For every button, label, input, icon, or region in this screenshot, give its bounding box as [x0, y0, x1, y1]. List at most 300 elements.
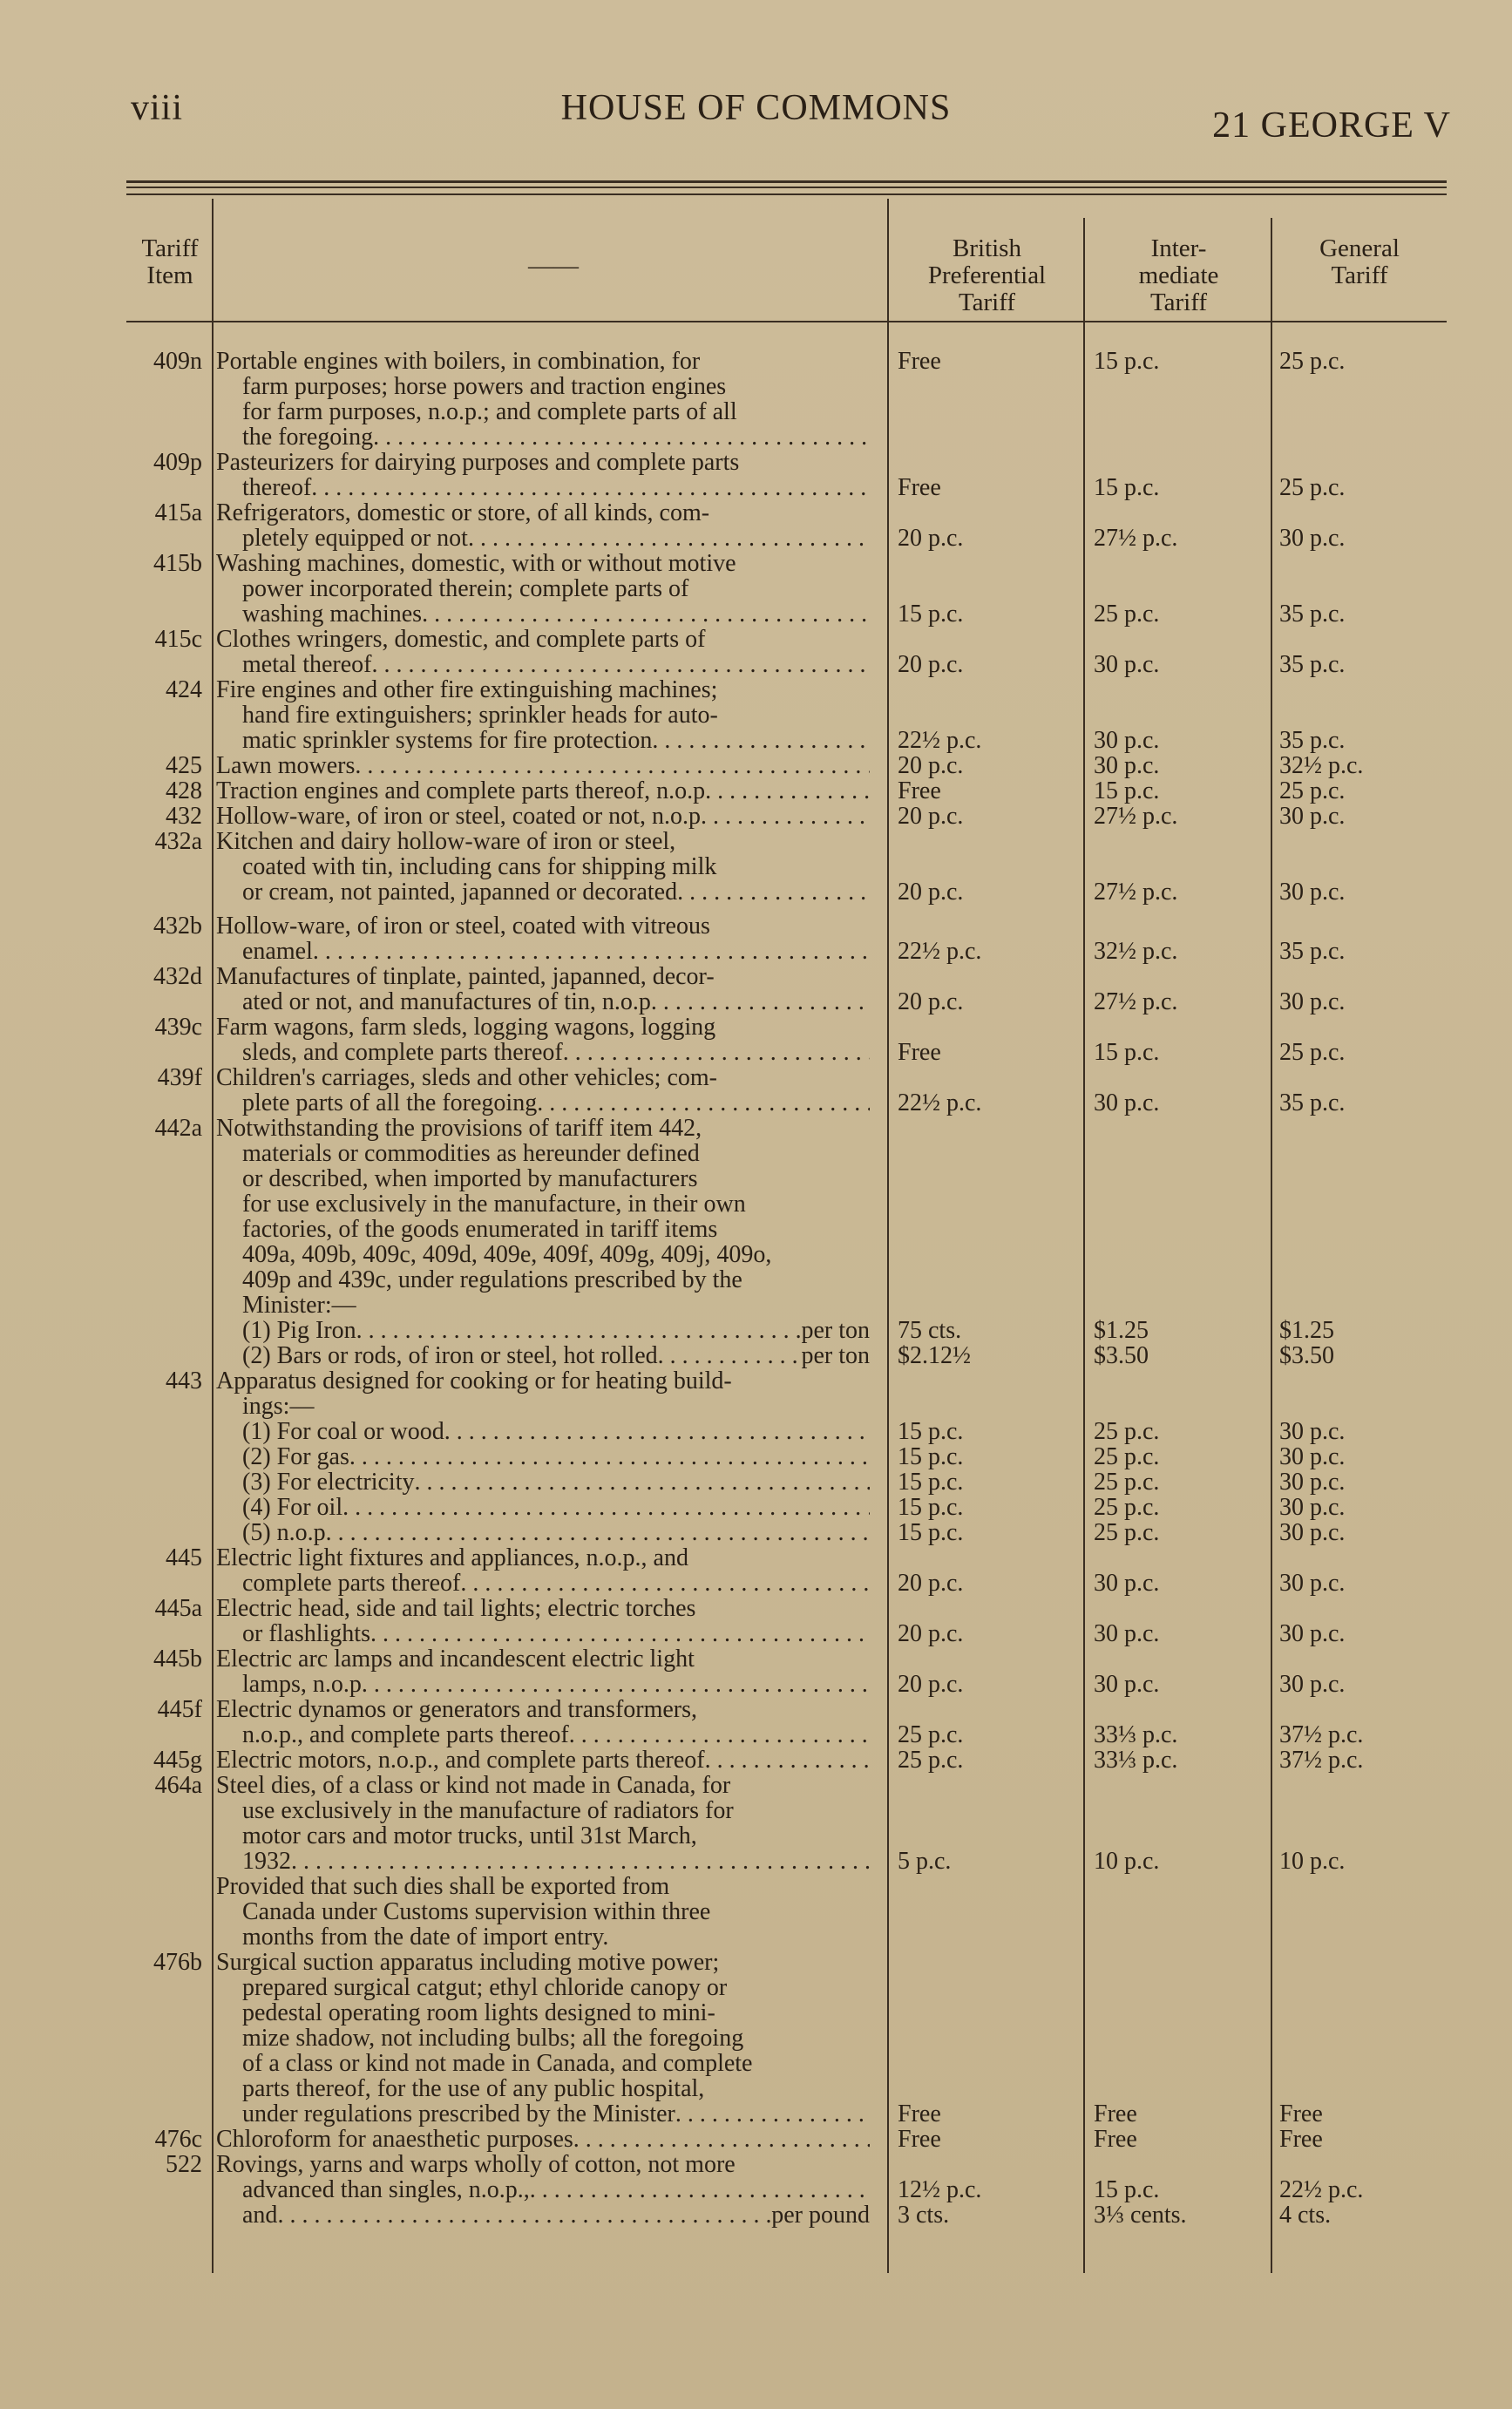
description-text: ated or not, and manufactures of tin, n.o.p — [242, 989, 651, 1014]
description-line — [216, 1217, 870, 1242]
dot-leader — [422, 601, 870, 627]
description-text: Kitchen and dairy hollow-ware of iron or steel, — [216, 829, 676, 854]
description-text: prepared surgical catgut; ethyl chloride canopy or — [242, 1975, 728, 2000]
description-line — [216, 1040, 870, 1065]
description-line — [216, 526, 870, 551]
dot-leader — [444, 1419, 870, 1444]
description-text: Fire engines and other fire extinguishing machines; — [216, 677, 718, 702]
tariff-item-number: 432d — [153, 963, 202, 990]
general-rate: $3.50 — [1279, 1342, 1334, 1369]
description-line — [216, 728, 870, 753]
intermediate-rate: 10 p.c. — [1094, 1848, 1160, 1875]
general-rate: 35 p.c. — [1279, 1089, 1346, 1116]
description-text: (1) Pig Iron — [242, 1318, 356, 1343]
dot-leader — [705, 1747, 870, 1773]
description-text: hand fire extinguishers; sprinkler heads for auto- — [242, 702, 718, 728]
description-text: (3) For electricity — [242, 1469, 415, 1495]
description-line — [216, 879, 870, 905]
intermediate-rate: 30 p.c. — [1094, 1671, 1160, 1698]
general-rate: 30 p.c. — [1279, 1469, 1346, 1496]
general-rate: 30 p.c. — [1279, 1519, 1346, 1546]
description-text: power incorporated therein; complete parts of — [242, 576, 689, 601]
description-text: months from the date of import entry. — [242, 1924, 609, 1950]
intermediate-rate: 15 p.c. — [1094, 1039, 1160, 1066]
general-rate: 35 p.c. — [1279, 727, 1346, 754]
description-line — [216, 1571, 870, 1596]
description-text: matic sprinkler systems for fire protection — [242, 728, 653, 753]
description-text: Washing machines, domestic, with or without motive — [216, 551, 736, 576]
dot-leader — [356, 1318, 802, 1343]
dot-leader — [460, 1571, 870, 1596]
general-rate: 37½ p.c. — [1279, 1747, 1364, 1774]
description-line — [216, 450, 870, 475]
dot-leader — [652, 728, 870, 753]
tariff-item-number: 445 — [166, 1544, 202, 1571]
british-preferential-rate: 15 p.c. — [898, 1469, 964, 1496]
description-text: Clothes wringers, domestic, and complete parts of — [216, 627, 706, 652]
col-head-gen-l1: General — [1319, 234, 1400, 262]
description-text: Lawn mowers — [216, 753, 356, 778]
description-text: Canada under Customs supervision within three — [242, 1899, 711, 1924]
description-line — [216, 1191, 870, 1217]
description-line — [216, 1722, 870, 1747]
general-rate: 4 cts. — [1279, 2202, 1332, 2229]
dot-leader — [414, 1469, 870, 1495]
top-rule-thin — [126, 187, 1447, 188]
tariff-description — [216, 551, 870, 627]
dot-leader — [530, 2177, 870, 2202]
description-line — [216, 964, 870, 989]
description-line — [216, 1419, 870, 1444]
description-text: mize shadow, not including bulbs; all the foregoing — [242, 2026, 744, 2051]
page-title: HOUSE OF COMMONS — [560, 88, 952, 128]
intermediate-rate: 25 p.c. — [1094, 601, 1160, 628]
description-line — [216, 1747, 870, 1773]
dot-leader — [675, 2101, 870, 2127]
tariff-description — [216, 2152, 870, 2228]
description-line — [216, 939, 870, 964]
general-rate: 25 p.c. — [1279, 348, 1346, 375]
top-rule — [126, 180, 1447, 183]
description-line — [216, 1975, 870, 2000]
description-line — [216, 1773, 870, 1798]
description-text: for farm purposes, n.o.p.; and complete parts of all — [242, 399, 737, 424]
description-line — [216, 1621, 870, 1646]
general-rate: $1.25 — [1279, 1317, 1334, 1344]
tariff-item-number: 445a — [154, 1595, 202, 1622]
description-text: Steel dies, of a class or kind not made in Canada, for — [216, 1773, 731, 1798]
general-rate: 30 p.c. — [1279, 525, 1346, 552]
description-line — [216, 1242, 870, 1267]
intermediate-rate: 33⅓ p.c. — [1094, 1721, 1178, 1748]
description-text: Traction engines and complete parts thereof, n.o.p — [216, 778, 706, 804]
description-line — [216, 1469, 870, 1495]
intermediate-rate: 27½ p.c. — [1094, 803, 1178, 830]
british-preferential-rate: 20 p.c. — [898, 651, 964, 678]
description-text: or described, when imported by manufacturers — [242, 1166, 698, 1191]
tariff-item-number: 409p — [153, 449, 202, 476]
british-preferential-rate: 15 p.c. — [898, 1519, 964, 1546]
col-divider-desc — [887, 199, 889, 2273]
description-line — [216, 2051, 870, 2076]
intermediate-rate: 25 p.c. — [1094, 1443, 1160, 1470]
intermediate-rate: $1.25 — [1094, 1317, 1149, 1344]
general-rate: 30 p.c. — [1279, 1494, 1346, 1521]
description-line — [216, 1141, 870, 1166]
intermediate-rate: 15 p.c. — [1094, 777, 1160, 804]
intermediate-rate: Free — [1094, 2100, 1137, 2127]
description-line — [216, 1368, 870, 1394]
description-text: Provided that such dies shall be exported from — [216, 1874, 670, 1899]
dot-leader — [362, 1672, 870, 1697]
description-line — [216, 1267, 870, 1293]
intermediate-rate: 27½ p.c. — [1094, 988, 1178, 1015]
description-text: complete parts thereof — [242, 1571, 461, 1596]
description-line — [216, 500, 870, 526]
general-rate: 30 p.c. — [1279, 879, 1346, 906]
description-text: thereof — [242, 475, 312, 500]
col-head-int-l1: Inter- — [1150, 234, 1207, 262]
intermediate-rate: 25 p.c. — [1094, 1469, 1160, 1496]
general-rate: 25 p.c. — [1279, 474, 1346, 501]
description-text: materials or commodities as hereunder defined — [242, 1141, 700, 1166]
description-line — [216, 2076, 870, 2101]
tariff-item-number: 432 — [166, 803, 202, 830]
british-preferential-rate: 20 p.c. — [898, 803, 964, 830]
british-preferential-rate: 22½ p.c. — [898, 1089, 982, 1116]
description-line — [216, 1950, 870, 1975]
description-text: coated with tin, including cans for shipping milk — [242, 854, 717, 879]
description-text: (2) Bars or rods, of iron or steel, hot rolled — [242, 1343, 658, 1368]
tariff-item-number: 476b — [153, 1949, 202, 1976]
description-line — [216, 1697, 870, 1722]
british-preferential-rate: 15 p.c. — [898, 1443, 964, 1470]
general-rate: 30 p.c. — [1279, 988, 1346, 1015]
general-rate: 25 p.c. — [1279, 1039, 1346, 1066]
dot-leader — [658, 1343, 802, 1368]
tariff-item-number: 439f — [157, 1064, 202, 1091]
header-bottom-rule — [126, 321, 1447, 322]
dot-leader — [705, 778, 870, 804]
dot-leader — [651, 989, 870, 1014]
british-preferential-rate: Free — [898, 2126, 941, 2153]
description-line — [216, 601, 870, 627]
tariff-item-number: 443 — [166, 1367, 202, 1395]
tariff-item-number: 432b — [153, 913, 202, 940]
description-text: farm purposes; horse powers and traction engines — [242, 374, 727, 399]
description-line — [216, 2152, 870, 2177]
intermediate-rate: 25 p.c. — [1094, 1494, 1160, 1521]
description-text: or flashlights — [242, 1621, 370, 1646]
british-preferential-rate: 20 p.c. — [898, 988, 964, 1015]
description-line — [216, 854, 870, 879]
description-text: Electric arc lamps and incandescent electric light — [216, 1646, 695, 1672]
col-head-bpt — [889, 235, 1085, 316]
dot-leader — [291, 1849, 870, 1874]
description-text: n.o.p., and complete parts thereof — [242, 1722, 569, 1747]
tariff-item-number: 439c — [154, 1014, 202, 1041]
general-rate: 32½ p.c. — [1279, 752, 1364, 779]
tariff-description — [216, 804, 870, 829]
tariff-item-number: 476c — [154, 2126, 202, 2153]
tariff-item-number: 415a — [154, 499, 202, 526]
tariff-item-number: 424 — [166, 676, 202, 703]
description-text: pedestal operating room lights designed to mini- — [242, 2000, 715, 2026]
british-preferential-rate: 20 p.c. — [898, 752, 964, 779]
description-line — [216, 753, 870, 778]
british-preferential-rate: 15 p.c. — [898, 601, 964, 628]
col-head-item-l2: Item — [146, 261, 193, 289]
intermediate-rate: 30 p.c. — [1094, 1089, 1160, 1116]
description-text: Hollow-ware, of iron or steel, coated with vitreous — [216, 913, 710, 939]
british-preferential-rate: 20 p.c. — [898, 1570, 964, 1597]
tariff-item-number: 442a — [154, 1115, 202, 1142]
tariff-description — [216, 1773, 870, 1950]
description-line — [216, 1849, 870, 1874]
intermediate-rate: 30 p.c. — [1094, 651, 1160, 678]
tariff-description — [216, 753, 870, 778]
general-rate: Free — [1279, 2100, 1323, 2127]
tariff-description — [216, 964, 870, 1014]
british-preferential-rate: 15 p.c. — [898, 1418, 964, 1445]
description-line — [216, 1343, 870, 1368]
british-preferential-rate: Free — [898, 474, 941, 501]
general-rate: 30 p.c. — [1279, 803, 1346, 830]
description-line — [216, 1065, 870, 1090]
description-text: Children's carriages, sleds and other vehicles; com- — [216, 1065, 717, 1090]
intermediate-rate: 30 p.c. — [1094, 752, 1160, 779]
col-head-int-l3: Tariff — [1149, 288, 1208, 316]
dot-leader — [349, 1444, 870, 1469]
description-text: factories, of the goods enumerated in tariff items — [242, 1217, 718, 1242]
unit-label: per ton — [801, 1318, 870, 1343]
page-number: viii — [131, 88, 184, 128]
tariff-description — [216, 1368, 870, 1545]
general-rate: 37½ p.c. — [1279, 1721, 1364, 1748]
description-line — [216, 1394, 870, 1419]
intermediate-rate: 27½ p.c. — [1094, 525, 1178, 552]
general-rate: Free — [1279, 2126, 1323, 2153]
col-head-desc: —— — [528, 252, 579, 280]
tariff-description — [216, 1596, 870, 1646]
intermediate-rate: 33⅓ p.c. — [1094, 1747, 1178, 1774]
col-head-intermediate — [1085, 235, 1272, 316]
description-line — [216, 1874, 870, 1899]
description-line — [216, 1116, 870, 1141]
tariff-description — [216, 627, 870, 677]
description-text: Minister:— — [242, 1293, 356, 1318]
description-line — [216, 677, 870, 702]
intermediate-rate: 3⅓ cents. — [1094, 2202, 1187, 2229]
description-text: (4) For oil — [242, 1495, 343, 1520]
description-line — [216, 2202, 870, 2228]
col-head-item-l1: Tariff — [141, 234, 199, 262]
british-preferential-rate: $2.12½ — [898, 1342, 971, 1369]
tariff-item-number: 415c — [154, 626, 202, 653]
dot-leader — [468, 526, 870, 551]
tariff-description — [216, 1065, 870, 1116]
col-head-bpt-l3: Tariff — [958, 288, 1016, 316]
dot-leader — [563, 1040, 870, 1065]
tariff-item-number: 445f — [157, 1696, 202, 1723]
tariff-item-number: 409n — [153, 348, 202, 375]
description-line — [216, 1798, 870, 1823]
dot-leader — [311, 475, 870, 500]
description-line — [216, 913, 870, 939]
description-line — [216, 1090, 870, 1116]
tariff-description — [216, 778, 870, 804]
dot-leader — [355, 753, 870, 778]
tariff-item-number: 464a — [154, 1772, 202, 1799]
description-text: Manufactures of tinplate, painted, japanned, decor- — [216, 964, 715, 989]
dot-leader — [537, 1090, 870, 1116]
description-text: for use exclusively in the manufacture, in their own — [242, 1191, 746, 1217]
general-rate: 30 p.c. — [1279, 1671, 1346, 1698]
british-preferential-rate: 15 p.c. — [898, 1494, 964, 1521]
description-line — [216, 1318, 870, 1343]
tariff-description — [216, 1950, 870, 2127]
dot-leader — [701, 804, 870, 829]
intermediate-rate: 15 p.c. — [1094, 2176, 1160, 2203]
description-text: Surgical suction apparatus including motive power; — [216, 1950, 720, 1975]
general-rate: 22½ p.c. — [1279, 2176, 1364, 2203]
intermediate-rate: 30 p.c. — [1094, 1620, 1160, 1647]
description-line — [216, 1014, 870, 1040]
tariff-description — [216, 829, 870, 905]
description-text: lamps, n.o.p — [242, 1672, 362, 1697]
description-text: Portable engines with boilers, in combination, for — [216, 349, 701, 374]
description-line — [216, 576, 870, 601]
col-head-item — [126, 235, 214, 289]
intermediate-rate: 15 p.c. — [1094, 348, 1160, 375]
description-line — [216, 2026, 870, 2051]
description-line — [216, 1924, 870, 1950]
general-rate: 30 p.c. — [1279, 1443, 1346, 1470]
british-preferential-rate: 25 p.c. — [898, 1721, 964, 1748]
general-rate: 30 p.c. — [1279, 1620, 1346, 1647]
description-text: parts thereof, for the use of any public hospital, — [242, 2076, 705, 2101]
description-text: the foregoing — [242, 424, 374, 450]
tariff-item-number: 425 — [166, 752, 202, 779]
intermediate-rate: 30 p.c. — [1094, 727, 1160, 754]
dot-leader — [370, 1621, 870, 1646]
description-line — [216, 2127, 870, 2152]
dot-leader — [342, 1495, 870, 1520]
description-line — [216, 652, 870, 677]
intermediate-rate: 25 p.c. — [1094, 1418, 1160, 1445]
dot-leader — [573, 2127, 870, 2152]
description-text: Rovings, yarns and warps wholly of cotton, not more — [216, 2152, 736, 2177]
col-divider-item — [212, 199, 214, 2273]
description-text: Refrigerators, domestic or store, of all kinds, com- — [216, 500, 710, 526]
description-text: 409a, 409b, 409c, 409d, 409e, 409f, 409g, 409j, 409o, — [242, 1242, 772, 1267]
col-head-bpt-l1: British — [953, 234, 1021, 262]
general-rate: 35 p.c. — [1279, 938, 1346, 965]
dot-leader — [677, 879, 870, 905]
description-line — [216, 1823, 870, 1849]
unit-label: per pound — [771, 2202, 870, 2228]
british-preferential-rate: Free — [898, 2100, 941, 2127]
british-preferential-rate: 20 p.c. — [898, 525, 964, 552]
british-preferential-rate: 20 p.c. — [898, 879, 964, 906]
tariff-description — [216, 913, 870, 964]
tariff-item-number: 445g — [153, 1747, 202, 1774]
dot-leader — [277, 2202, 771, 2228]
description-text: Electric head, side and tail lights; electric torches — [216, 1596, 696, 1621]
tariff-description — [216, 1646, 870, 1697]
description-line — [216, 1293, 870, 1318]
tariff-item-number: 522 — [166, 2151, 202, 2178]
description-text: 1932 — [242, 1849, 291, 1874]
british-preferential-rate: 22½ p.c. — [898, 727, 982, 754]
description-text: plete parts of all the foregoing — [242, 1090, 538, 1116]
description-line — [216, 627, 870, 652]
dot-leader — [373, 424, 870, 450]
description-line — [216, 2101, 870, 2127]
description-line — [216, 349, 870, 374]
intermediate-rate: 27½ p.c. — [1094, 879, 1178, 906]
british-preferential-rate: 3 cts. — [898, 2202, 950, 2229]
description-text: Chloroform for anaesthetic purposes — [216, 2127, 573, 2152]
intermediate-rate: 30 p.c. — [1094, 1570, 1160, 1597]
general-rate: 35 p.c. — [1279, 601, 1346, 628]
general-rate: 35 p.c. — [1279, 651, 1346, 678]
british-preferential-rate: Free — [898, 348, 941, 375]
top-rule-thin-2 — [126, 193, 1447, 195]
description-line — [216, 1545, 870, 1571]
description-line — [216, 1596, 870, 1621]
description-text: metal thereof — [242, 652, 372, 677]
description-text: washing machines — [242, 601, 423, 627]
british-preferential-rate: 25 p.c. — [898, 1747, 964, 1774]
description-line — [216, 2177, 870, 2202]
tariff-description — [216, 1545, 870, 1596]
british-preferential-rate: 20 p.c. — [898, 1620, 964, 1647]
description-text: sleds, and complete parts thereof — [242, 1040, 563, 1065]
british-preferential-rate: 20 p.c. — [898, 1671, 964, 1698]
tariff-description — [216, 500, 870, 551]
col-head-bpt-l2: Preferential — [927, 261, 1047, 289]
tariff-description — [216, 349, 870, 450]
description-line — [216, 551, 870, 576]
general-rate: 10 p.c. — [1279, 1848, 1346, 1875]
description-line — [216, 829, 870, 854]
description-line — [216, 399, 870, 424]
description-text: of a class or kind not made in Canada, and complete — [242, 2051, 753, 2076]
col-head-general — [1272, 235, 1447, 289]
tariff-description — [216, 450, 870, 500]
description-line — [216, 1444, 870, 1469]
description-text: (1) For coal or wood — [242, 1419, 444, 1444]
tariff-item-number: 432a — [154, 828, 202, 855]
intermediate-rate: $3.50 — [1094, 1342, 1149, 1369]
dot-leader — [326, 1520, 870, 1545]
col-head-gen-l2: Tariff — [1331, 261, 1388, 289]
description-line — [216, 2000, 870, 2026]
description-line — [216, 804, 870, 829]
description-line — [216, 1899, 870, 1924]
intermediate-rate: Free — [1094, 2126, 1137, 2153]
general-rate: 30 p.c. — [1279, 1570, 1346, 1597]
description-text: Electric dynamos or generators and transformers, — [216, 1697, 698, 1722]
session-label: 21 GEORGE V — [1212, 105, 1451, 146]
description-line — [216, 1495, 870, 1520]
british-preferential-rate: Free — [898, 777, 941, 804]
british-preferential-rate: 75 cts. — [898, 1317, 962, 1344]
description-line — [216, 475, 870, 500]
description-text: Pasteurizers for dairying purposes and complete parts — [216, 450, 740, 475]
description-text: ings:— — [242, 1394, 315, 1419]
